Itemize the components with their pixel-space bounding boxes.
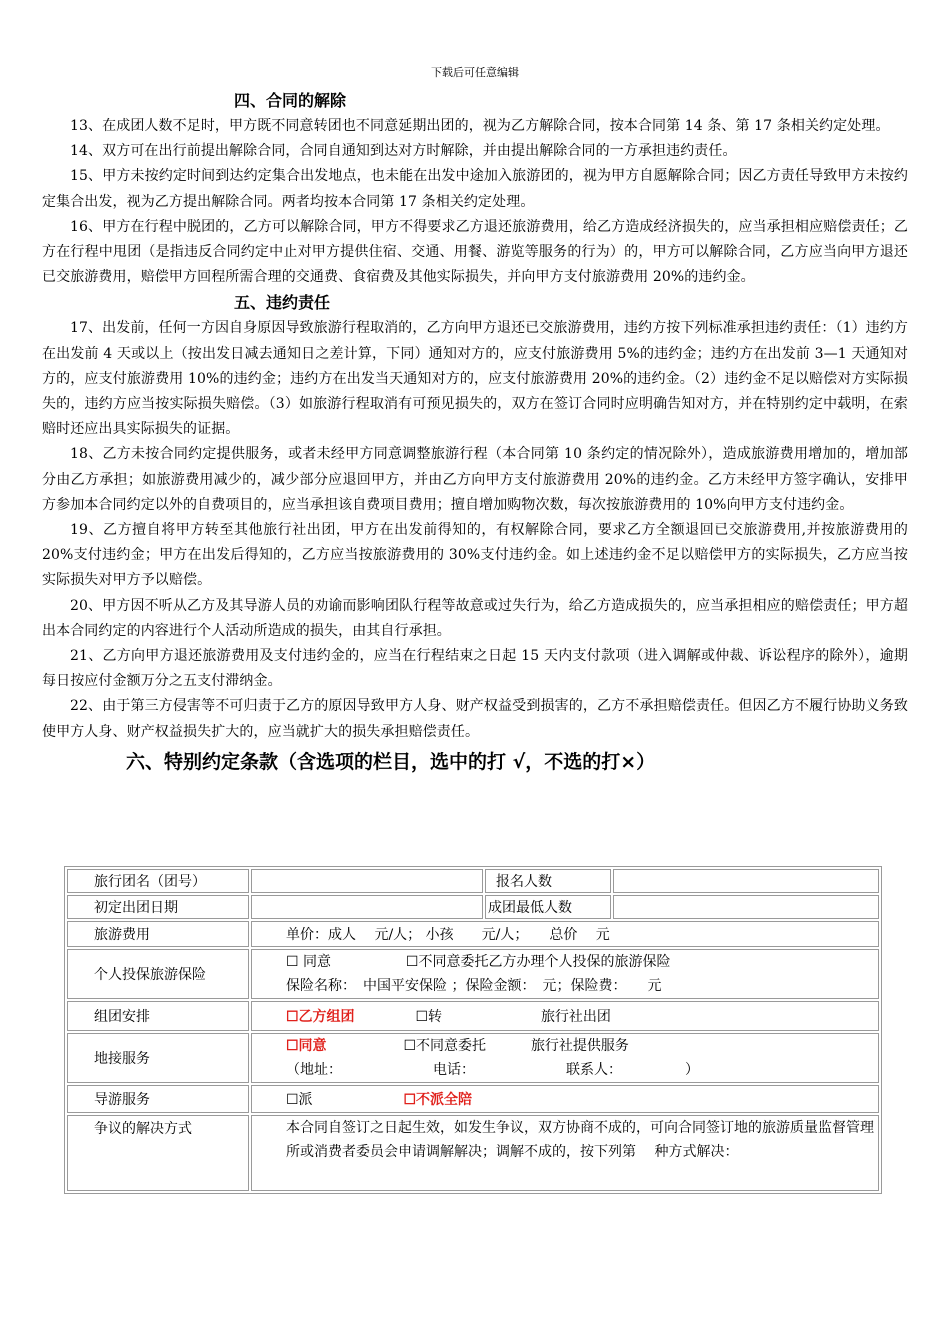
local-service-label: 地接服务 [67,1033,249,1083]
table-row [67,1085,879,1113]
departure-date-label: 初定出团日期 [67,895,249,919]
special-terms-table [64,866,882,1194]
tour-name-field[interactable] [251,869,483,893]
table-row [67,869,879,893]
table-row [67,1001,879,1031]
dispute-label: 争议的解决方式 [67,1115,249,1191]
min-group-field[interactable] [613,895,879,919]
insurance-options [251,949,879,999]
group-arrangement-options [251,1001,879,1031]
clause-19: 19、乙方擅自将甲方转至其他旅行社出团，甲方在出发前得知的，有权解除合同，要求乙方全额退回已交旅游费用,并按旅游费用的 20%支付违约金；甲方在出发后得知的，乙方应当按旅游费用的 30%支付违约金。如上述违约金不足以赔偿甲方的实际损失，乙方应当按实际损失对甲方予以赔偿。 [42,522,908,589]
clause-13: 13、在成团人数不足时，甲方既不同意转团也不同意延期出团的，视为乙方解除合同，按本合同第 14 条、第 17 条相关约定处理。 [70,118,890,134]
clause-17: 17、出发前，任何一方因自身原因导致旅游行程取消的，乙方向甲方退还已交旅游费用，违约方按下列标准承担违约责任：（1）违约方在出发前 4 天或以上（按出发日减去通知日之差计算，下同）通知对方的，应支付旅游费用 5%的违约金；违约方在出发前 3—1 天通知对方的，应支付旅游费用 10%的违约金；违约方在出发当天通知对方的，应支付旅游费用 20%的违约金。（2）违约金不足以赔偿对方实际损失的，违约方应当按实际损失赔偿。（3）如旅游行程取消有可预见损失的，双方在签订合同时应明确告知对方，并在特别约定中载明，在索赔时还应出具实际损失的证据。 [42,320,908,438]
table-row [67,921,879,947]
tour-name-label: 旅行团名（团号） [67,869,249,893]
guide-service-options [251,1085,879,1113]
guide-no-escort-checkbox[interactable]: ☐不派全陪 [403,1092,473,1108]
signup-count-field[interactable] [613,869,879,893]
clause-21: 21、乙方向甲方退还旅游费用及支付违约金的，应当在行程结束之日起 15 天内支付款项（进入调解或仲裁、诉讼程序的除外），逾期每日按应付金额万分之五支付滞纳金。 [42,648,908,690]
group-self-checkbox[interactable]: ☐乙方组团 [286,1009,355,1025]
table-row [67,1033,879,1083]
clause-14: 14、双方可在出行前提出解除合同，合同自通知到达对方时解除，并由提出解除合同的一方承担违约责任。 [70,143,737,160]
insurance-agree-checkbox[interactable]: ☐ 同意 [286,954,332,970]
guide-assign-checkbox[interactable]: ☐派 [286,1092,313,1108]
page-header: 下载后可任意编辑 [431,66,519,79]
fee-label: 旅游费用 [67,921,249,947]
group-agency-text: 旅行社出团 [540,1009,611,1025]
group-transfer-checkbox[interactable]: ☐转 [415,1009,443,1025]
insurance-disagree-checkbox[interactable]: ☐不同意委托乙方办理个人投保的旅游保险 [405,954,671,970]
local-agree-checkbox[interactable]: ☐同意 [286,1038,327,1054]
local-disagree-checkbox[interactable]: ☐不同意委托 [403,1038,487,1054]
clause-15: 15、甲方未按约定时间到达约定集合出发地点，也未能在出发中途加入旅游团的，视为甲方自愿解除合同；因乙方责任导致甲方未按约定集合出发，视为乙方提出解除合同。两者均按本合同第 17 条相关约定处理。 [42,168,908,210]
local-contact-info: （地址： 电话： 联系人： ） [286,1062,699,1078]
clause-16: 16、甲方在行程中脱团的，乙方可以解除合同，甲方不得要求乙方退还旅游费用，给乙方造成经济损失的，应当承担相应赔偿责任；乙方在行程中甩团（是指违反合同约定中止对甲方提供住宿、交通、用餐、游览等服务的行为）的，甲方可以解除合同，乙方应当向甲方退还已交旅游费用，赔偿甲方回程所需合理的交通费、食宿费及其他实际损失，并向甲方支付旅游费用 20%的违约金。 [42,218,908,286]
insurance-label: 个人投保旅游保险 [67,949,249,999]
fee-value: 单价：成人 元/人； 小孩 元/人； 总价 元 [251,921,879,947]
section-6-title: 六、特别约定条款（含选项的栏目，选中的打 √，不选的打×） [126,750,656,773]
guide-service-label: 导游服务 [67,1085,249,1113]
section-5-title: 五、违约责任 [234,293,331,313]
document-body [42,88,908,777]
section-4-title: 四、合同的解除 [234,91,347,110]
insurance-details: 保险名称： 中国平安保险 ；保险金额： 元；保险费： 元 [286,978,662,994]
local-service-options [251,1033,879,1083]
departure-date-field[interactable] [251,895,483,919]
group-arrangement-label: 组团安排 [67,1001,249,1031]
local-agency-text: 旅行社提供服务 [530,1038,629,1054]
table-row [67,949,879,999]
clause-18: 18、乙方未按合同约定提供服务，或者未经甲方同意调整旅游行程（本合同第 10 条约定的情况除外），造成旅游费用增加的，增加部分由乙方承担；如旅游费用减少的，减少部分应退回甲方，并由乙方向甲方支付旅游费用 20%的违约金。乙方未经甲方签字确认，安排甲方参加本合同约定以外的自费项目的，应当承担该自费项目费用；擅自增加购物次数，每次按旅游费用的 10%向甲方支付违约金。 [42,446,908,513]
clause-20: 20、甲方因不听从乙方及其导游人员的劝谕而影响团队行程等故意或过失行为，给乙方造成损失的，应当承担相应的赔偿责任；甲方超出本合同约定的内容进行个人活动所造成的损失，由其自行承担。 [42,597,908,639]
table-row [67,1115,879,1191]
clause-22: 22、由于第三方侵害等不可归责于乙方的原因导致甲方人身、财产权益受到损害的，乙方不承担赔偿责任。但因乙方不履行协助义务致使甲方人身、财产权益损失扩大的，应当就扩大的损失承担赔偿责任。 [42,698,908,740]
min-group-label: 成团最低人数 [485,895,611,919]
signup-count-label: 报名人数 [485,869,611,893]
dispute-text: 本合同自签订之日起生效，如发生争议，双方协商不成的，可向合同签订地的旅游质量监督管理所或消费者委员会申请调解解决；调解不成的，按下列第 种方式解决： [251,1115,879,1191]
table-row [67,895,879,919]
